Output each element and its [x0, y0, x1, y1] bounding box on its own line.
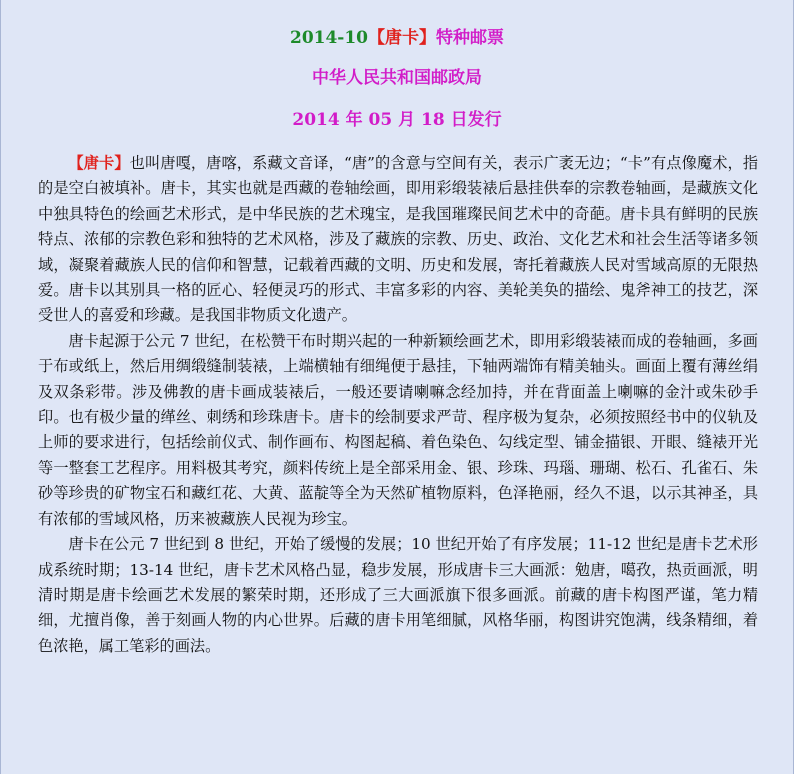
- paragraph-2: 唐卡起源于公元 7 世纪，在松赞干布时期兴起的一种新颖绘画艺术，即用彩缎装裱而成的卷轴画，多画于布或纸上，然后用绸缎缝制装裱，上端横轴有细绳便于悬挂，下轴两端饰有精美轴头。画面上覆有薄丝绢及双条彩带。涉及佛教的唐卡画成装裱后，一般还要请喇嘛念经加持，并在背面盖上喇嘛的金汁或朱砂手印。也有极少量的缂丝、刺绣和珍珠唐卡。唐卡的绘制要求严苛、程序极为复杂，必须按照经书中的仪轨及上师的要求进行，包括绘前仪式、制作画布、构图起稿、着色染色、勾线定型、铺金描银、开眼、缝裱开光等一整套工艺程序。用料极其考究，颜料传统上是全部采用金、银、珍珠、玛瑙、珊瑚、松石、孔雀石、朱砂等珍贵的矿物宝石和藏红花、大黄、蓝靛等全为天然矿植物原料，色泽艳丽，经久不退，以示其神圣，具有浓郁的雪域风格，历来被藏族人民视为珍宝。: [38, 331, 758, 528]
- stamp-type: 特种邮票: [436, 28, 505, 48]
- stamp-code: 2014-10: [289, 28, 369, 48]
- issue-date-heading: 2014 年 05 月 18 日发行: [292, 110, 502, 130]
- paragraph-1-tag: 【唐卡】: [68, 154, 130, 172]
- paragraph-3: 唐卡在公元 7 世纪到 8 世纪，开始了缓慢的发展；10 世纪开始了有序发展；11-12 世纪是唐卡艺术形成系统时期；13-14 世纪，唐卡艺术风格凸显，稳步发展，形成唐卡三大画派：勉唐，噶孜，热贡画派，明清时期是唐卡绘画艺术发展的繁荣时期，还形成了三大画派旗下很多画派。前藏的唐卡构图严谨，笔力精细，尤擅肖像，善于刻画人物的内心世界。后藏的唐卡用笔细腻，风格华丽，构图讲究饱满，线条精细，着色浓艳，属工笔彩的画法。: [38, 535, 758, 655]
- issuer-heading: 中华人民共和国邮政局: [312, 68, 482, 88]
- article-body: [38, 151, 758, 659]
- stamp-title: [0, 27, 794, 49]
- paragraph-1: [38, 151, 758, 329]
- stamp-name: 【唐卡】: [368, 28, 437, 48]
- paragraph-1-text: 也叫唐嘎，唐喀，系藏文音译，“唐”的含意与空间有关，表示广袤无边；“卡”有点像魔术，指的是空白被填补。唐卡，其实也就是西藏的卷轴绘画，即用彩缎装裱后悬挂供奉的宗教卷轴画，是藏族文化中独具特色的绘画艺术形式，是中华民族的艺术瑰宝，是我国璀璨民间艺术中的奇葩。唐卡具有鲜明的民族特点、浓郁的宗教色彩和独特的艺术风格，涉及了藏族的宗教、历史、政治、文化艺术和社会生活等诸多领域，凝聚着藏族人民的信仰和智慧，记载着西藏的文明、历史和发展，寄托着藏族人民对雪域高原的无限热爱。唐卡以其别具一格的匠心、轻便灵巧的形式、丰富多彩的内容、美轮美奂的描绘、鬼斧神工的技艺，深受世人的喜爱和珍藏。是我国非物质文化遗产。: [38, 154, 759, 325]
